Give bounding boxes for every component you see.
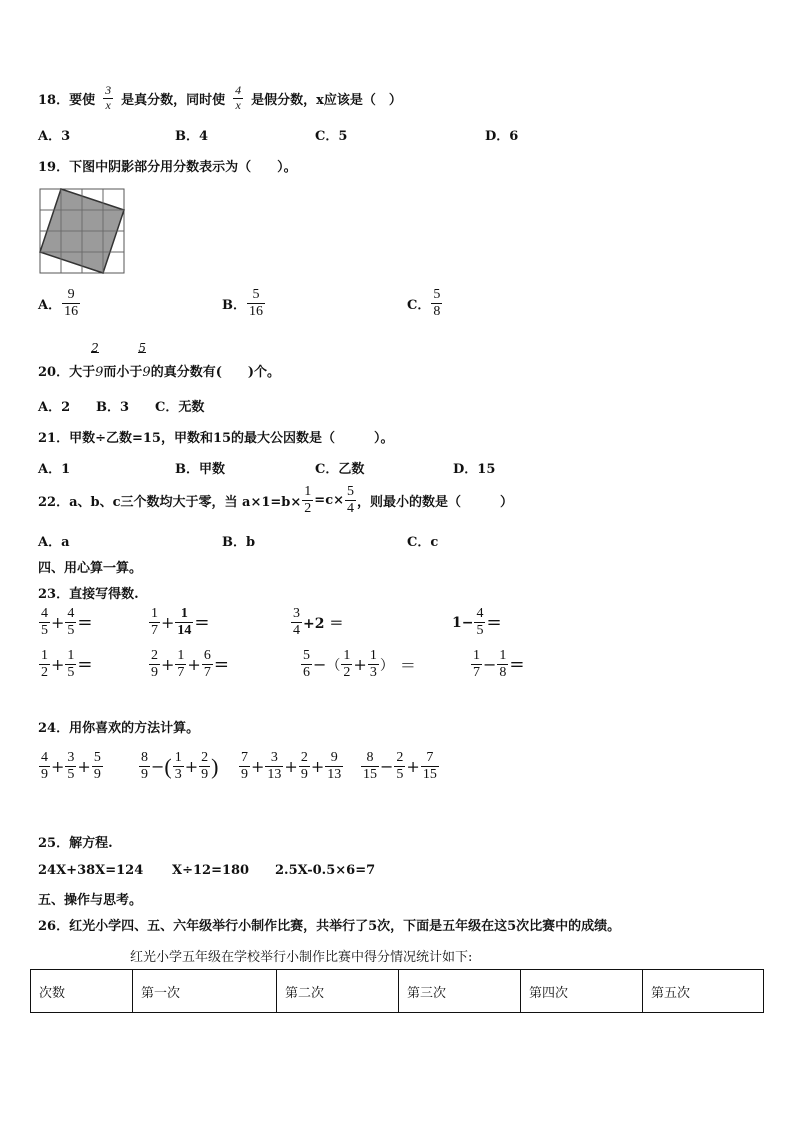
fraction: $\frac{7}{9}$ <box>241 750 248 783</box>
option: A．1 <box>38 462 71 477</box>
question-22: 22． a、b、c三个数均大于零，当 a×1=b× $\frac{1}{2}$ =c× $\frac{5}{4}$ ，则最小的数是（ ） <box>38 484 514 517</box>
option: B． $\frac{5}{16}$ <box>222 287 263 320</box>
grid-figure <box>38 187 128 277</box>
fraction: $\frac{1}{7}$ <box>151 606 158 639</box>
fraction: $\frac{8}{9}$ <box>141 750 148 783</box>
fraction: $\frac{5}{9}$ <box>93 750 101 783</box>
fraction: $\frac{1}{3}$ <box>369 648 377 681</box>
fraction: $\frac{2}{9}$ <box>300 750 308 783</box>
score-table <box>30 969 764 1013</box>
fraction: $\frac{2}{5}$ <box>396 750 404 783</box>
question-23: 23．直接写得数. <box>38 587 139 602</box>
option: B．甲数 <box>175 462 225 477</box>
table-caption: 红光小学五年级在学校举行小制作比赛中得分情况统计如下: <box>130 950 473 965</box>
calc-expression: $\frac{4}{9}$ + $\frac{3}{5}$ + $\frac{5}{9}$ <box>41 750 101 783</box>
fraction: $\frac{1}{8}$ <box>499 648 507 681</box>
section-heading: 五、操作与思考。 <box>38 893 143 908</box>
fraction: $\frac{2}{9}$ <box>201 750 209 783</box>
fraction: $\frac{7}{15}$ <box>422 750 437 783</box>
mental-math-item: $\frac{5}{6}$ − （ $\frac{1}{2}$ + $\frac{1}{3}$ ） ＝ <box>303 648 416 681</box>
fraction: $\frac{1}{7}$ <box>473 648 480 681</box>
section-heading: 四、用心算一算。 <box>38 561 143 576</box>
option: C．乙数 <box>315 462 365 477</box>
fraction: $\frac{1}{2}$ <box>304 484 312 517</box>
fraction: $\frac{1}{14}$ <box>177 606 192 639</box>
fraction: $\frac{2}{9}$ <box>151 648 158 681</box>
fraction: $\frac{8}{15}$ <box>363 750 377 783</box>
option: C．无数 <box>155 400 205 415</box>
option: A．3 <box>38 129 71 144</box>
table-header-cell: 第二次 <box>277 970 399 1013</box>
question-24: 24．用你喜欢的方法计算。 <box>38 721 200 736</box>
option: A．2 <box>38 400 71 415</box>
equation: X÷12=180 <box>172 863 250 878</box>
question-18: 18． 要使 $\frac{3}{x}$ 是真分数，同时使 $\frac{4}{x}$ 是假分数，x应该是（ ） <box>38 83 402 112</box>
option: B．3 <box>96 400 130 415</box>
option: A．a <box>38 535 70 550</box>
fraction: $\frac{5}{4}$ <box>347 484 354 517</box>
fraction: $\frac{3}{5}$ <box>67 750 75 783</box>
fraction: $\frac{3}{13}$ <box>267 750 282 783</box>
question-26: 26．红光小学四、五、六年级举行小制作比赛，共举行了5次，下面是五年级在这5次比赛中的成绩。 <box>38 919 621 934</box>
calc-expression: $\frac{8}{9}$ − ( $\frac{1}{3}$ + $\frac{2}{9}$ ) <box>141 750 219 783</box>
fraction: $\frac{5}{8}$ <box>433 287 441 320</box>
option: A． $\frac{9}{16}$ <box>38 287 79 320</box>
fraction: $\frac{1}{5}$ <box>67 648 75 681</box>
mental-math-item: $\frac{2}{9}$ + $\frac{1}{7}$ + $\frac{6}{7}$ = <box>151 648 229 681</box>
option: C．c <box>407 535 439 550</box>
table-header-cell: 次数 <box>31 970 133 1013</box>
fraction: $\frac{4}{x}$ <box>235 83 242 112</box>
table-header-cell: 第三次 <box>399 970 521 1013</box>
mental-math-item: $\frac{4}{5}$ + $\frac{4}{5}$ = <box>41 606 93 639</box>
option: D．6 <box>485 129 519 144</box>
fraction: $\frac{5}{16}$ <box>249 287 263 320</box>
mental-math-item: $\frac{1}{7}$ + $\frac{1}{14}$ = <box>151 606 210 639</box>
table-header-cell: 第五次 <box>643 970 764 1013</box>
option: C．5 <box>315 129 348 144</box>
question-25: 25．解方程. <box>38 836 113 851</box>
option: B．b <box>222 535 256 550</box>
question-21: 21．甲数÷乙数=15，甲数和15的最大公因数是（ ）。 <box>38 431 394 446</box>
fraction: $\frac{5}{6}$ <box>303 648 310 681</box>
fraction: $\frac{4}{5}$ <box>476 606 484 639</box>
table-header-cell: 第四次 <box>521 970 643 1013</box>
table-header-cell: 第一次 <box>133 970 277 1013</box>
fraction: $\frac{3}{x}$ <box>105 83 112 112</box>
fraction: $\frac{1}{7}$ <box>177 648 185 681</box>
fraction: $\frac{9}{16}$ <box>64 287 79 320</box>
fraction: $\frac{1}{2}$ <box>41 648 48 681</box>
calc-expression: $\frac{7}{9}$ + $\frac{3}{13}$ + $\frac{2}{9}$ + $\frac{9}{13}$ <box>241 750 342 783</box>
mental-math-item: $\frac{1}{7}$ − $\frac{1}{8}$ = <box>473 648 525 681</box>
fraction: $\frac{1}{3}$ <box>174 750 182 783</box>
fraction: $\frac{9}{13}$ <box>327 750 342 783</box>
fraction: $\frac{1}{2}$ <box>343 648 351 681</box>
mental-math-item: $\frac{1}{2}$ + $\frac{1}{5}$ = <box>41 648 93 681</box>
fraction: $\frac{6}{7}$ <box>203 648 211 681</box>
option: D．15 <box>453 462 496 477</box>
fraction: $\frac{4}{5}$ <box>41 606 48 639</box>
fraction: $\frac{4}{9}$ <box>41 750 48 783</box>
fraction: $\frac{4}{5}$ <box>67 606 75 639</box>
table-row <box>31 970 764 1013</box>
fraction: $\frac{3}{4}$ <box>293 606 300 639</box>
question-20: 20．大于 2 9而小于 5 9的真分数有( )个。 <box>38 341 280 380</box>
equation: 2.5X-0.5×6=7 <box>275 863 376 878</box>
mental-math-item: 1− $\frac{4}{5}$ = <box>452 606 502 639</box>
option: C． $\frac{5}{8}$ <box>407 287 441 320</box>
option: B．4 <box>175 129 209 144</box>
question-19: 19．下图中阴影部分用分数表示为（ ）。 <box>38 160 297 175</box>
mental-math-item: $\frac{3}{4}$ +2 ＝ <box>293 606 344 639</box>
equation: 24X+38X=124 <box>38 863 144 878</box>
calc-expression: $\frac{8}{15}$ − $\frac{2}{5}$ + $\frac{7}{15}$ <box>363 750 437 783</box>
